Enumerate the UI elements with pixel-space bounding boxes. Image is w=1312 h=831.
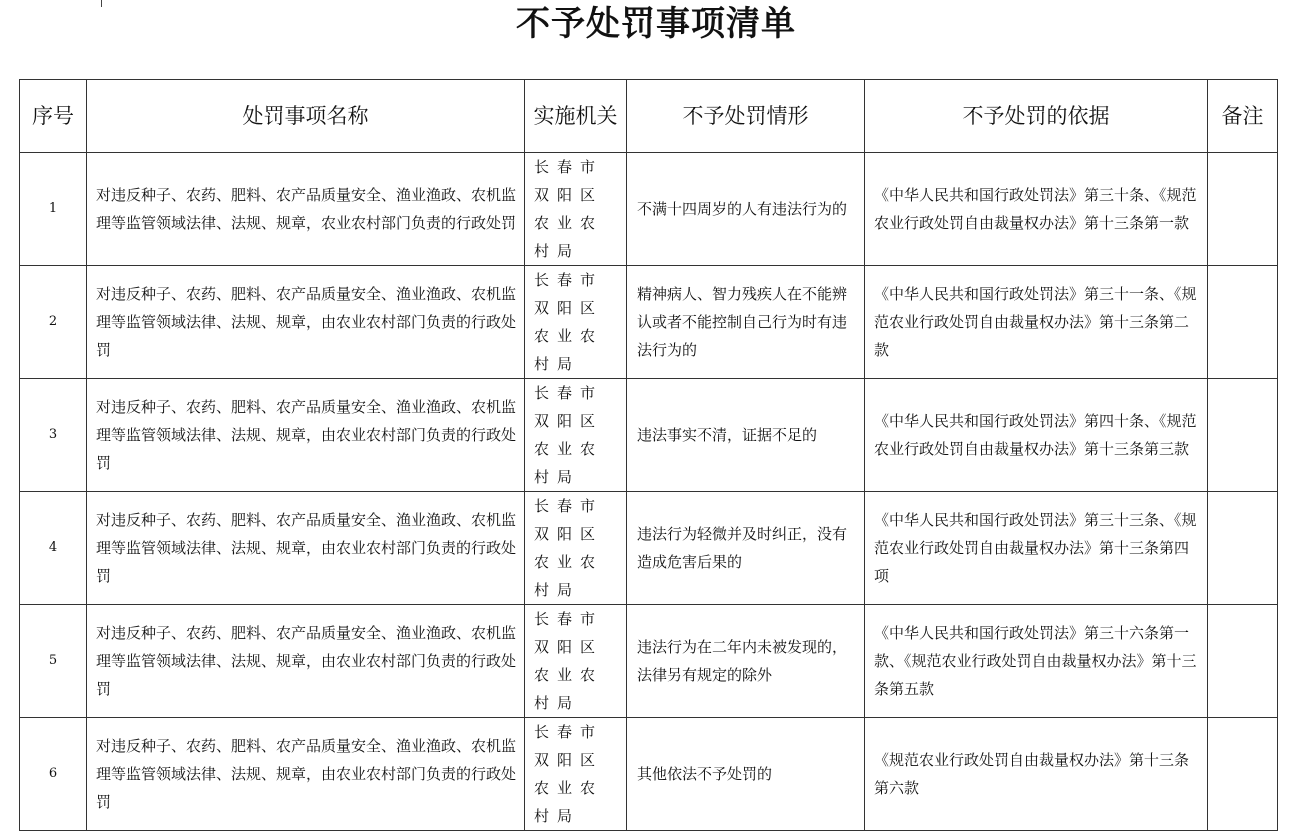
document-title: 不予处罚事项清单 xyxy=(516,4,796,44)
legal-basis: 《中华人民共和国行政处罚法》第三十三条、《规范农业行政处罚自由裁量权办法》第十三条第四项 xyxy=(865,492,1208,605)
row-number: 2 xyxy=(20,266,87,379)
legal-basis: 《中华人民共和国行政处罚法》第三十一条、《规范农业行政处罚自由裁量权办法》第十三条第二款 xyxy=(865,266,1208,379)
table-row xyxy=(20,379,1278,492)
exemption-condition: 不满十四周岁的人有违法行为的 xyxy=(627,153,865,266)
row-number: 5 xyxy=(20,605,87,718)
penalty-item-name: 对违反种子、农药、肥料、农产品质量安全、渔业渔政、农机监理等监管领域法律、法规、规章，农业农村部门负责的行政处罚 xyxy=(87,153,525,266)
header-name: 处罚事项名称 xyxy=(87,80,525,153)
penalty-item-name: 对违反种子、农药、肥料、农产品质量安全、渔业渔政、农机监理等监管领域法律、法规、规章，由农业农村部门负责的行政处罚 xyxy=(87,379,525,492)
table-row xyxy=(20,153,1278,266)
implementing-agency: 长春市双阳区农业农村局 xyxy=(525,605,627,718)
remark-cell xyxy=(1208,266,1278,379)
header-remark: 备注 xyxy=(1208,80,1278,153)
implementing-agency: 长春市双阳区农业农村局 xyxy=(525,718,627,831)
implementing-agency: 长春市双阳区农业农村局 xyxy=(525,492,627,605)
header-no: 序号 xyxy=(20,80,87,153)
remark-cell xyxy=(1208,492,1278,605)
exemption-condition: 违法行为轻微并及时纠正，没有造成危害后果的 xyxy=(627,492,865,605)
legal-basis: 《中华人民共和国行政处罚法》第四十条、《规范农业行政处罚自由裁量权办法》第十三条第三款 xyxy=(865,379,1208,492)
penalty-item-name: 对违反种子、农药、肥料、农产品质量安全、渔业渔政、农机监理等监管领域法律、法规、规章，由农业农村部门负责的行政处罚 xyxy=(87,605,525,718)
implementing-agency: 长春市双阳区农业农村局 xyxy=(525,153,627,266)
table-row xyxy=(20,492,1278,605)
remark-cell xyxy=(1208,153,1278,266)
table-row xyxy=(20,718,1278,831)
exemption-condition: 违法行为在二年内未被发现的，法律另有规定的除外 xyxy=(627,605,865,718)
penalty-item-name: 对违反种子、农药、肥料、农产品质量安全、渔业渔政、农机监理等监管领域法律、法规、规章，由农业农村部门负责的行政处罚 xyxy=(87,718,525,831)
header-condition: 不予处罚情形 xyxy=(627,80,865,153)
exemption-condition: 其他依法不予处罚的 xyxy=(627,718,865,831)
implementing-agency: 长春市双阳区农业农村局 xyxy=(525,379,627,492)
remark-cell xyxy=(1208,379,1278,492)
implementing-agency: 长春市双阳区农业农村局 xyxy=(525,266,627,379)
row-number: 6 xyxy=(20,718,87,831)
table-row xyxy=(20,605,1278,718)
table-header-row xyxy=(20,80,1278,153)
header-agency: 实施机关 xyxy=(525,80,627,153)
legal-basis: 《中华人民共和国行政处罚法》第三十条、《规范农业行政处罚自由裁量权办法》第十三条第一款 xyxy=(865,153,1208,266)
legal-basis: 《规范农业行政处罚自由裁量权办法》第十三条第六款 xyxy=(865,718,1208,831)
header-basis: 不予处罚的依据 xyxy=(865,80,1208,153)
penalty-item-name: 对违反种子、农药、肥料、农产品质量安全、渔业渔政、农机监理等监管领域法律、法规、规章，由农业农村部门负责的行政处罚 xyxy=(87,492,525,605)
penalty-item-name: 对违反种子、农药、肥料、农产品质量安全、渔业渔政、农机监理等监管领域法律、法规、规章，由农业农村部门负责的行政处罚 xyxy=(87,266,525,379)
exemption-condition: 精神病人、智力残疾人在不能辨认或者不能控制自己行为时有违法行为的 xyxy=(627,266,865,379)
penalty-exemption-table xyxy=(19,79,1278,831)
legal-basis: 《中华人民共和国行政处罚法》第三十六条第一款、《规范农业行政处罚自由裁量权办法》第十三条第五款 xyxy=(865,605,1208,718)
row-number: 4 xyxy=(20,492,87,605)
remark-cell xyxy=(1208,605,1278,718)
remark-cell xyxy=(1208,718,1278,831)
row-number: 3 xyxy=(20,379,87,492)
table-row xyxy=(20,266,1278,379)
exemption-condition: 违法事实不清，证据不足的 xyxy=(627,379,865,492)
row-number: 1 xyxy=(20,153,87,266)
